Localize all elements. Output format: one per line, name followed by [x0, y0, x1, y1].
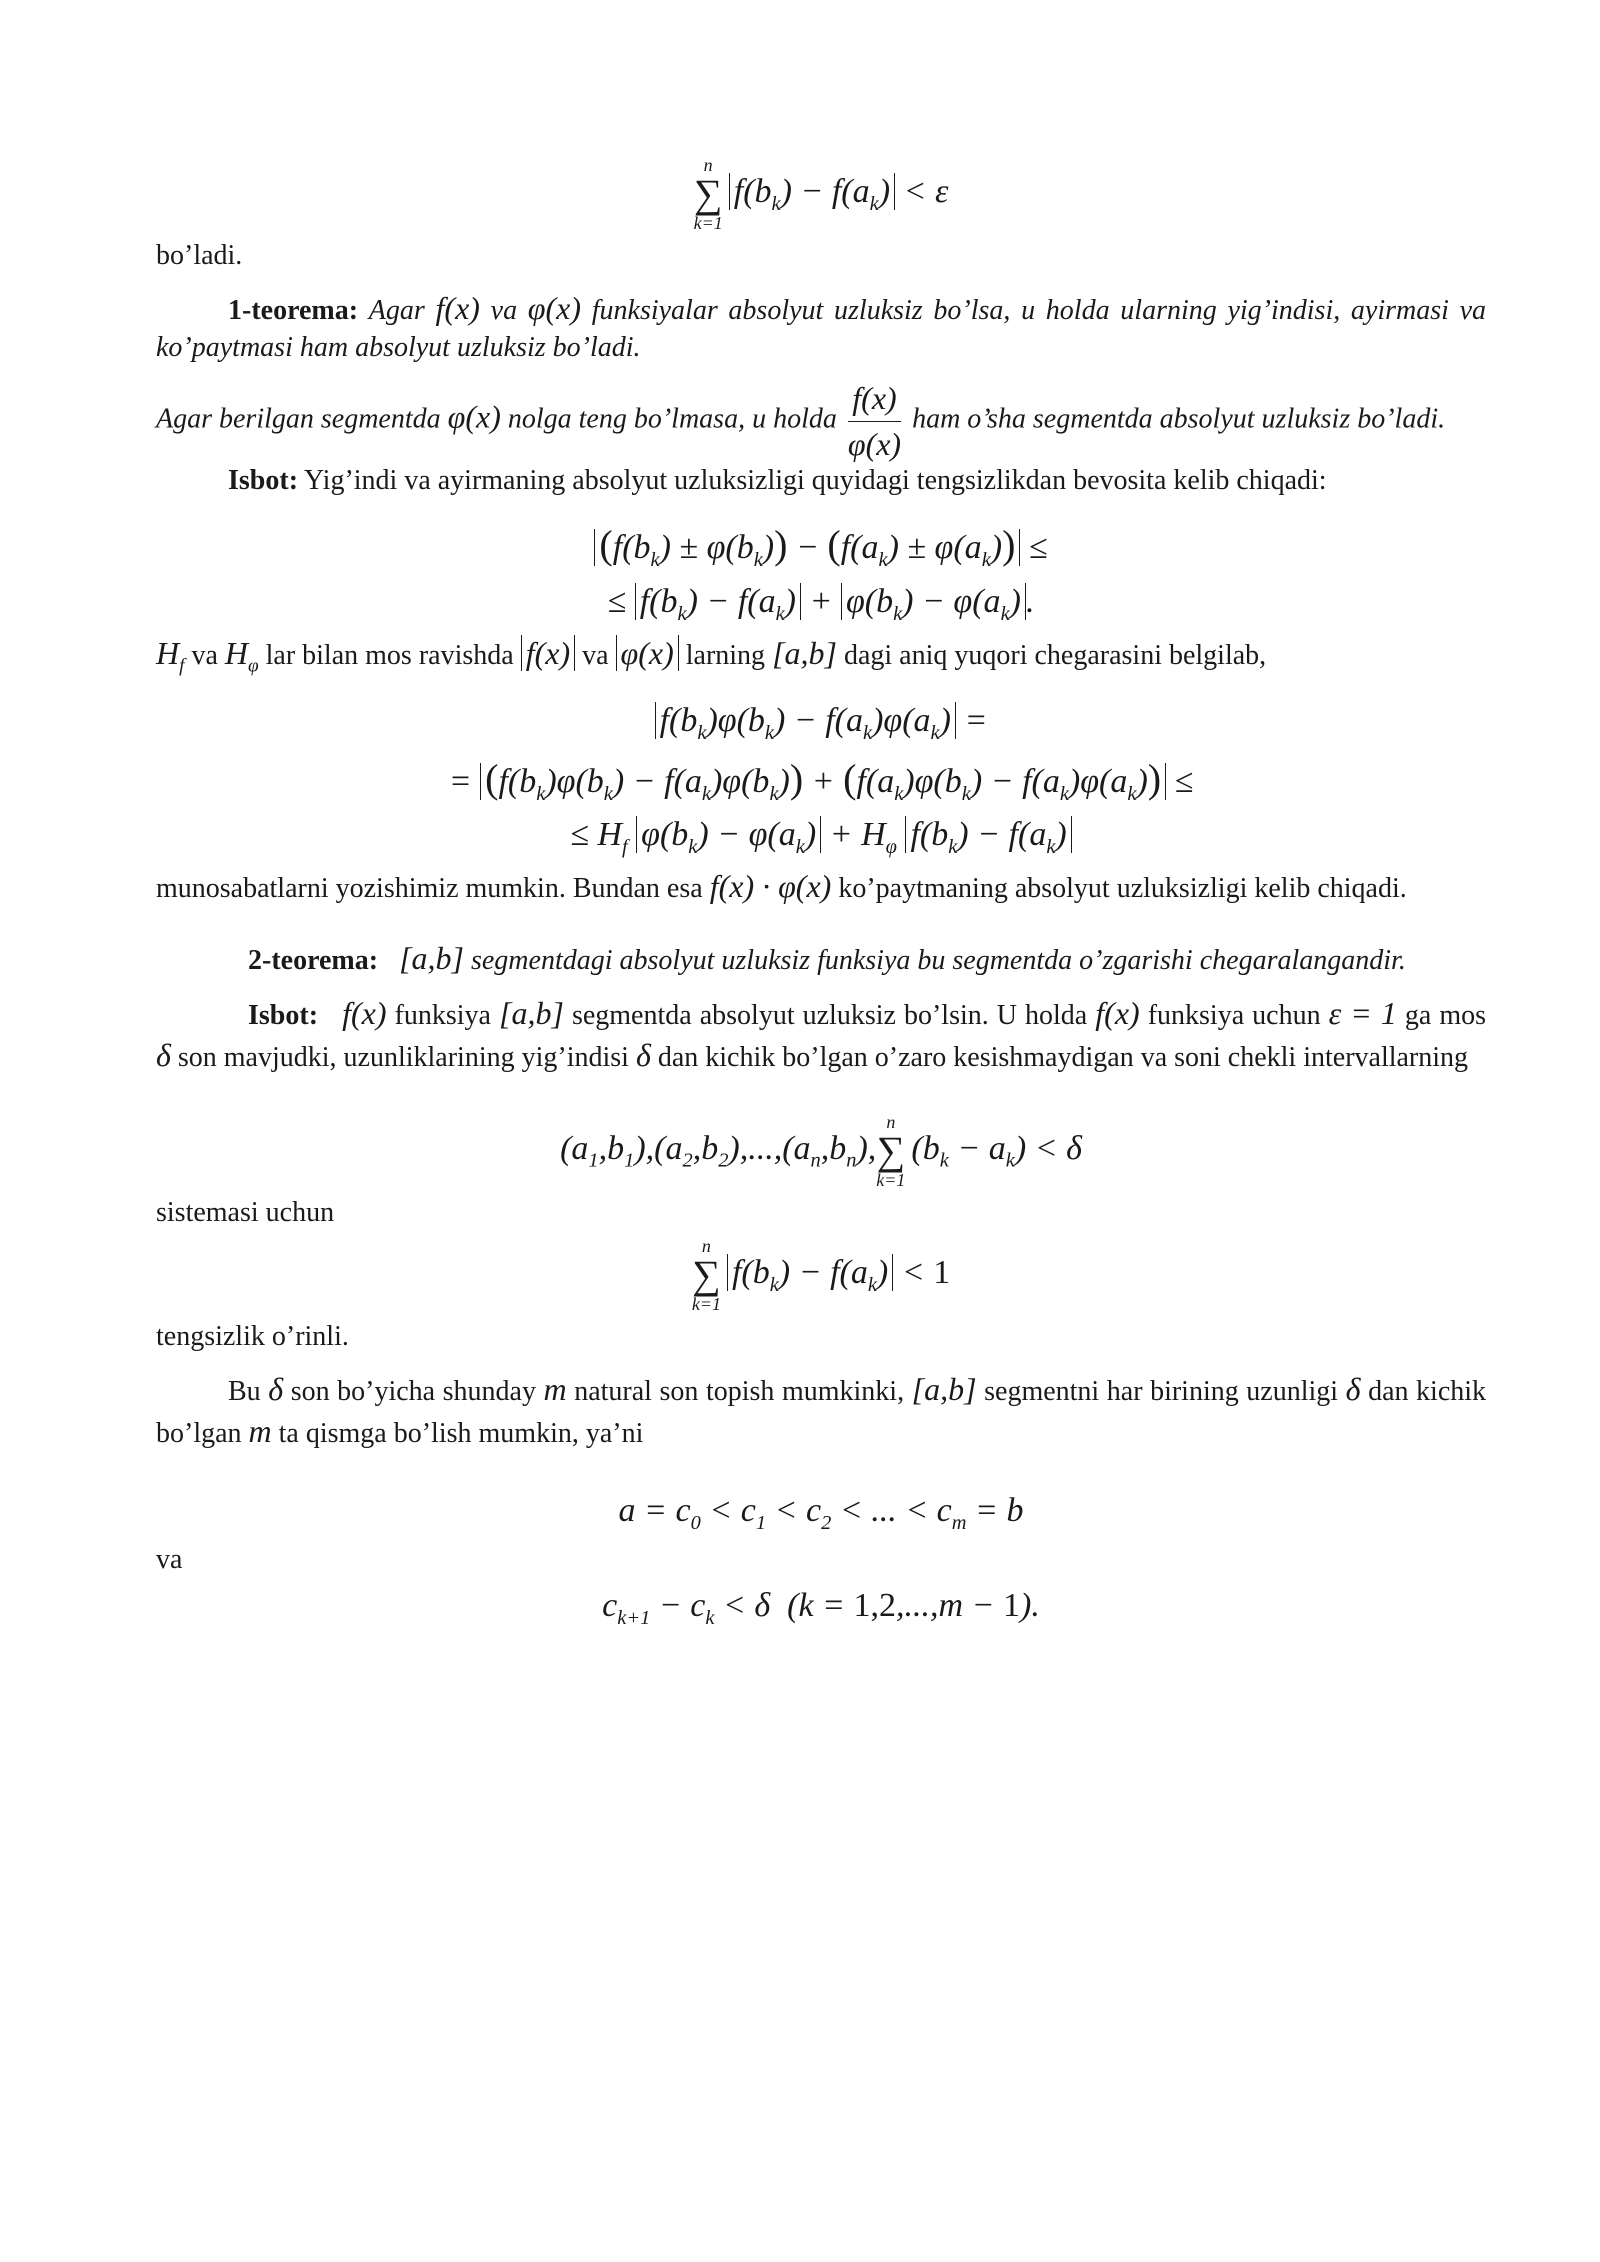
paragraph-and: va	[156, 1543, 183, 1575]
paragraph-partition-text-e: dan kichik bo’lgan	[156, 1376, 1487, 1450]
theorem-2-label: 2-teorema:	[248, 944, 379, 976]
paragraph-bounds-text-d: larning	[685, 639, 766, 671]
theorem-1-text-a: Agar	[368, 295, 425, 327]
proof-2: Isbot: f(x) funksiya [a,b] segmentda absolyut uzluksiz bo’lsin. U holda f(x) funksiya uchun ε = 1 ga mos δ son mavjudki, uzunliklarining yig’indisi δ dan kichik bo’lgan o’zaro kesishmaydigan va soni chekli intervallarning	[156, 995, 1487, 1074]
paragraph-bounds-text-e: dagi aniq yuqori chegarasini belgilab,	[843, 639, 1267, 671]
theorem-2-text: segmentdagi absolyut uzluksiz funksiya bu segmentda o’zgarishi chegaralangandir.	[470, 944, 1406, 976]
paragraph-quotient-text-c: ham o’sha segmentda absolyut uzluksiz bo’ladi.	[912, 404, 1446, 436]
proof-1-text: Yig’indi va ayirmaning absolyut uzluksizligi quyidagi tengsizlikdan bevosita kelib chiqadi:	[303, 464, 1327, 496]
paragraph-product-conclusion: munosabatlarni yozishimiz mumkin. Bundan esa f(x) · φ(x) ko’paytmaning absolyut uzluksizligi kelib chiqadi.	[156, 868, 1407, 905]
paragraph-product-text-b: ko’paytmaning absolyut uzluksizligi kelib chiqadi.	[838, 873, 1407, 905]
document-body	[156, 150, 1486, 1638]
equation-product-2: = $(f(b_k)\varphi(b_k) - f(a_k)\varphi(b_k)) + (f(a_k)\varphi(b_k) - f(a_k)\varphi(a_k))$ ≤	[448, 755, 1194, 805]
paragraph-quotient: Agar berilgan segmentda φ(x) nolga teng bo’lmasa, u holda $\frac{f(x)}{\varphi(x)}$ ham o’sha segmentda absolyut uzluksiz bo’ladi.	[156, 380, 1446, 463]
proof-2-text-e: son mavjudki, uzunliklarining yig’indisi	[177, 1042, 629, 1074]
paragraph-partition-text-b: son bo’yicha shunday	[290, 1376, 536, 1408]
theorem-1-text-c: funksiyalar absolyut uzluksiz bo’lsa, u holda ularning yig’indisi, ayirmasi va ko’paytmasi ham absolyut uzluksiz bo’ladi.	[156, 295, 1487, 363]
paragraph-boladi: bo’ladi.	[156, 240, 243, 271]
proof-2-text-f: dan kichik bo’lgan o’zaro kesishmaydigan va soni chekli intervallarning	[657, 1042, 1469, 1074]
equation-sum-epsilon: n ∑ k=1 $f(b_k) - f(a_k) < \varepsilon$	[693, 155, 949, 233]
proof-2-label: Isbot:	[248, 1000, 319, 1032]
paragraph-system: sistemasi uchun	[156, 1196, 335, 1228]
equation-sum-difference-1: $(f(b_k) \pm \varphi(b_k)) - (f(a_k) \pm \varphi(a_k))$ ≤	[156, 519, 1486, 573]
paragraph-bounds-text-b: lar bilan mos ravishda	[265, 639, 514, 671]
equation-sum-difference-2: ≤ $f(b_k) - f(a_k) + \varphi(b_k) - \varphi(a_k)$ .	[607, 582, 1035, 625]
equation-step-bound: $c_{k+1} - c_k < \delta$ (k = 1,2,...,m − 1).	[602, 1587, 1040, 1630]
proof-1-label: Isbot:	[228, 464, 299, 496]
proof-2-text-d: ga mos	[1404, 1000, 1487, 1032]
sum-symbol: n ∑ k=1	[876, 1111, 906, 1190]
paragraph-partition-text-f: ta qismga bo’lish mumkin, ya’ni	[278, 1418, 644, 1450]
proof-2-text-c: funksiya uchun	[1147, 1000, 1321, 1032]
proof-1	[156, 463, 1486, 499]
theorem-2: 2-teorema: [a,b] segmentdagi absolyut uzluksiz funksiya bu segmentda o’zgarishi chegaralangandir.	[248, 939, 1406, 976]
proof-2-text-b: segmentda absolyut uzluksiz bo’lsin. U holda	[571, 1000, 1088, 1032]
equation-product-1: $f(b_k)\varphi(b_k) - f(a_k)\varphi(a_k)$ =	[156, 699, 1486, 746]
paragraph-quotient-text-a: Agar berilgan segmentda	[156, 404, 441, 436]
paragraph-bounds: $H_f$ va $H_\varphi$ lar bilan mos ravishda f(x) va φ(x) larning [a,b] dagi aniq yuqori chegarasini belgilab,	[156, 634, 1267, 677]
paragraph-partition-text-c: natural son topish mumkinki,	[574, 1376, 905, 1408]
equation-intervals: $(a_1,b_1),(a_2,b_2),...,(a_n,b_n)$, n ∑ k=1 $(b_k - a_k) < \delta$	[560, 1111, 1082, 1190]
sum-symbol: n ∑ k=1	[691, 1236, 721, 1315]
equation-sum-one: n ∑ k=1 $f(b_k) - f(a_k) < 1$	[691, 1236, 951, 1315]
fraction-f-over-phi: $\frac{f(x)}{\varphi(x)}$	[847, 380, 902, 463]
paragraph-bounds-text-c: va	[582, 639, 609, 671]
equation-product-3: ≤ $H_f$ $\varphi(b_k) - \varphi(a_k) + H_\varphi$ $f(b_k) - f(a_k)$	[156, 813, 1486, 860]
paragraph-partition-text-d: segmentni har birining uzunligi	[984, 1376, 1339, 1408]
paragraph-quotient-text-b: nolga teng bo’lmasa, u holda	[507, 404, 837, 436]
paragraph-partition: Bu δ son bo’yicha shunday m natural son topish mumkinki, [a,b] segmentni har birining uzunligi δ dan kichik bo’lgan m ta qismga bo’lish mumkin, ya’ni	[156, 1371, 1487, 1450]
paragraph-inequality-holds: tengsizlik o’rinli.	[156, 1321, 349, 1353]
paragraph-product-text-a: munosabatlarni yozishimiz mumkin. Bundan esa	[156, 873, 703, 905]
theorem-1-text-b: va	[490, 295, 518, 327]
sum-symbol: n ∑ k=1	[693, 155, 723, 233]
paragraph-bounds-text-a: va	[191, 639, 218, 671]
proof-2-text-a: funksiya	[394, 1000, 491, 1032]
theorem-1-label: 1-teorema:	[228, 295, 359, 327]
paragraph-partition-text-a: Bu	[228, 1376, 261, 1408]
theorem-1: 1-teorema: Agar f(x) va φ(x) funksiyalar absolyut uzluksiz bo’lsa, u holda ularning yig’indisi, ayirmasi va ko’paytmasi ham absolyut uzluksiz bo’ladi.	[156, 290, 1487, 363]
equation-partition-points: $a = c_0 < c_1 < c_2$ < ... < $c_m = b$	[618, 1491, 1024, 1534]
